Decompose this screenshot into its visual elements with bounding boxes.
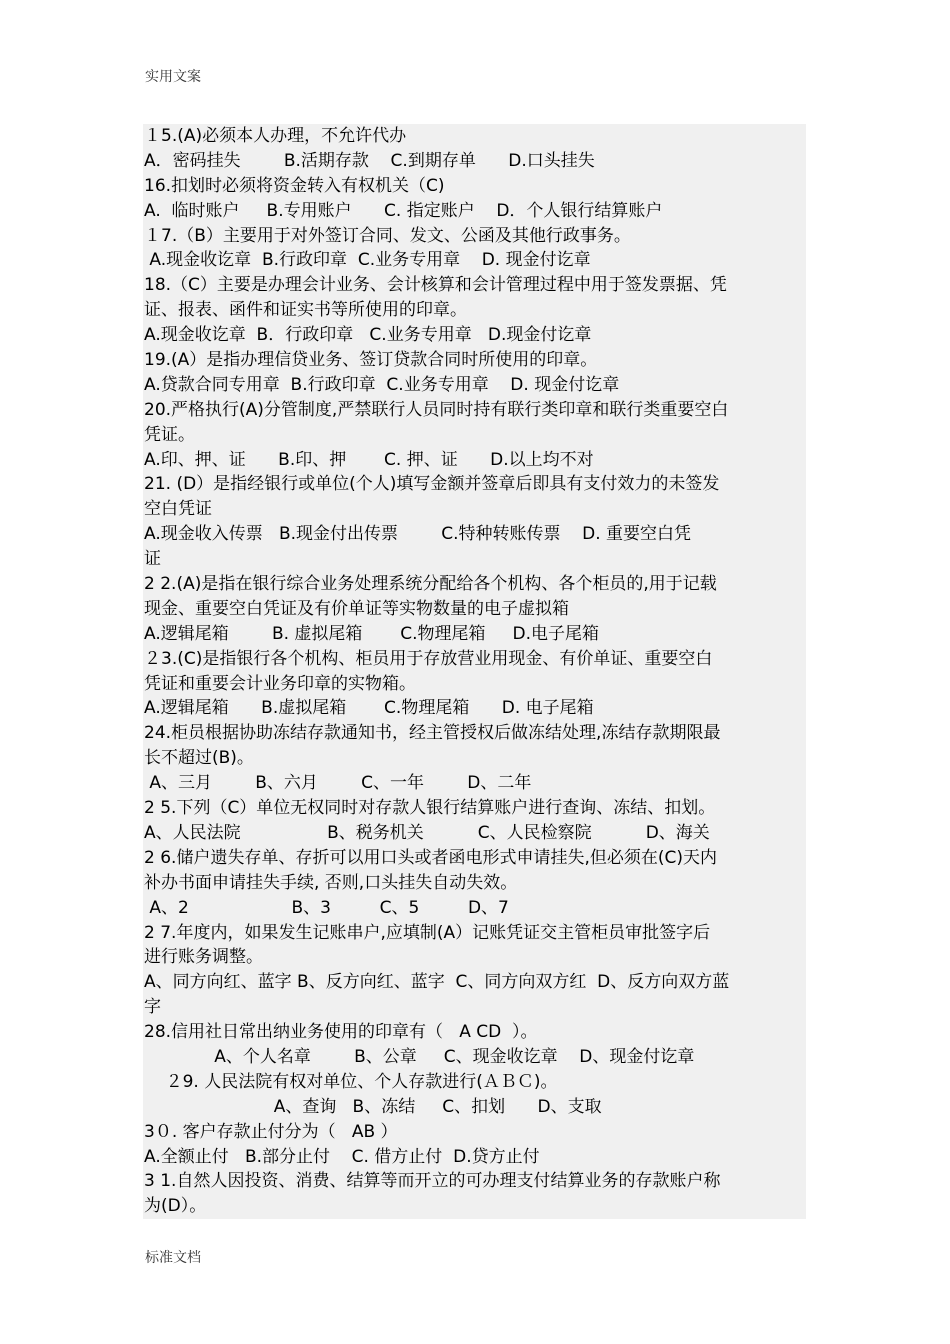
page-header-label: 实用文案	[145, 69, 201, 85]
text-line: 16.扣划时必须将资金转入有权机关（C)	[144, 175, 445, 196]
text-line: A.贷款合同专用章 B.行政印章 C.业务专用章 D. 现金付讫章	[144, 374, 620, 395]
text-line: A.印、押、证 B.印、押 C. 押、证 D.以上均不对	[144, 449, 594, 470]
text-line: １7.（B）主要用于对外签订合同、发文、公函及其他行政事务。	[144, 225, 631, 246]
text-line: 现金、重要空白凭证及有价单证等实物数量的电子虚拟箱	[144, 598, 569, 619]
text-line: 2 5.下列（C）单位无权同时对存款人银行结算账户进行查询、冻结、扣划。	[144, 798, 716, 819]
text-line: 19.(A）是指办理信贷业务、签订贷款合同时所使用的印章。	[144, 350, 598, 371]
text-line: 进行账务调整。	[144, 947, 263, 968]
text-line: A.逻辑尾箱 B.虚拟尾箱 C.物理尾箱 D. 电子尾箱	[144, 698, 594, 719]
text-line: １5.(A)必须本人办理，不允许代办	[144, 126, 407, 146]
text-line: A、同方向红、蓝字 B、反方向红、蓝字 C、同方向双方红 D、反方向双方蓝	[144, 972, 730, 993]
text-line: A.逻辑尾箱 B. 虚拟尾箱 C.物理尾箱 D.电子尾箱	[144, 623, 600, 644]
text-line: ２9. 人民法院有权对单位、个人存款进行(ＡＢＣ)。	[144, 1071, 558, 1092]
text-line: 证、报表、函件和证实书等所使用的印章。	[144, 300, 467, 321]
text-line: 2 7.年度内，如果发生记账串户,应填制(A）记账凭证交主管柜员审批签字后	[144, 922, 711, 943]
text-line: 2 6.储户遗失存单、存折可以用口头或者函电形式申请挂失,但必须在(C)天内	[144, 847, 717, 868]
text-line: 长不超过(B)。	[144, 748, 254, 769]
text-line: A、个人名章 B、公章 C、现金收讫章 D、现金付讫章	[144, 1046, 695, 1067]
text-line: A、2 B、3 C、5 D、7	[144, 897, 509, 918]
text-line: 字	[144, 997, 161, 1018]
text-line: 3０. 客户存款止付分为（ AB ）	[144, 1121, 398, 1142]
text-line: A. 临时账户 B.专用账户 C. 指定账户 D．个人银行结算账户	[144, 200, 663, 221]
text-line: 证	[144, 549, 161, 570]
text-line: 20.严格执行(A)分管制度,严禁联行人员同时持有联行类印章和联行类重要空白	[144, 399, 729, 420]
text-line: A、三月 B、六月 C、一年 D、二年	[144, 773, 532, 794]
text-line: 21. (D）是指经银行或单位(个人)填写金额并签章后即具有支付效力的未签发	[144, 474, 720, 495]
text-line: 凭证。	[144, 424, 195, 445]
text-line: 空白凭证	[144, 499, 212, 520]
text-line: A.现金收讫章 B．行政印章 C.业务专用章 D.现金付讫章	[144, 325, 592, 346]
text-line: A.现金收入传票 B.现金付出传票 C.特种转账传票 D. 重要空白凭	[144, 524, 692, 545]
text-line: A、人民法院 B、税务机关 C、人民检察院 D、海关	[144, 822, 710, 843]
text-line: 凭证和重要会计业务印章的实物箱。	[144, 673, 416, 694]
question-content	[143, 124, 806, 1219]
text-line: 3 1.自然人因投资、消费、结算等而开立的可办理支付结算业务的存款账户称	[144, 1171, 721, 1192]
text-line: 24.柜员根据协助冻结存款通知书，经主管授权后做冻结处理,冻结存款期限最	[144, 723, 721, 744]
text-line: 2 2.(A)是指在银行综合业务处理系统分配给各个机构、各个柜员的,用于记载	[144, 574, 717, 595]
text-line: A、查询 B、冻结 C、扣划 D、支取	[144, 1096, 602, 1117]
text-line: 18.（C）主要是办理会计业务、会计核算和会计管理过程中用于签发票据、凭	[144, 275, 727, 296]
page-footer-label: 标准文档	[145, 1250, 201, 1266]
text-line: A.现金收讫章 B.行政印章 C.业务专用章 D. 现金付讫章	[144, 250, 591, 271]
text-line: A．密码挂失 B.活期存款 C.到期存单 D.口头挂失	[144, 150, 595, 171]
text-line: ２3.(C)是指银行各个机构、柜员用于存放营业用现金、有价单证、重要空白	[144, 648, 713, 669]
text-line: 28.信用社日常出纳业务使用的印章有（ A CD ）。	[144, 1022, 538, 1043]
text-line: A.全额止付 B.部分止付 C. 借方止付 D.贷方止付	[144, 1146, 540, 1167]
text-line: 为(D）。	[144, 1196, 207, 1217]
text-line: 补办书面申请挂失手续, 否则,口头挂失自动失效。	[144, 872, 518, 893]
